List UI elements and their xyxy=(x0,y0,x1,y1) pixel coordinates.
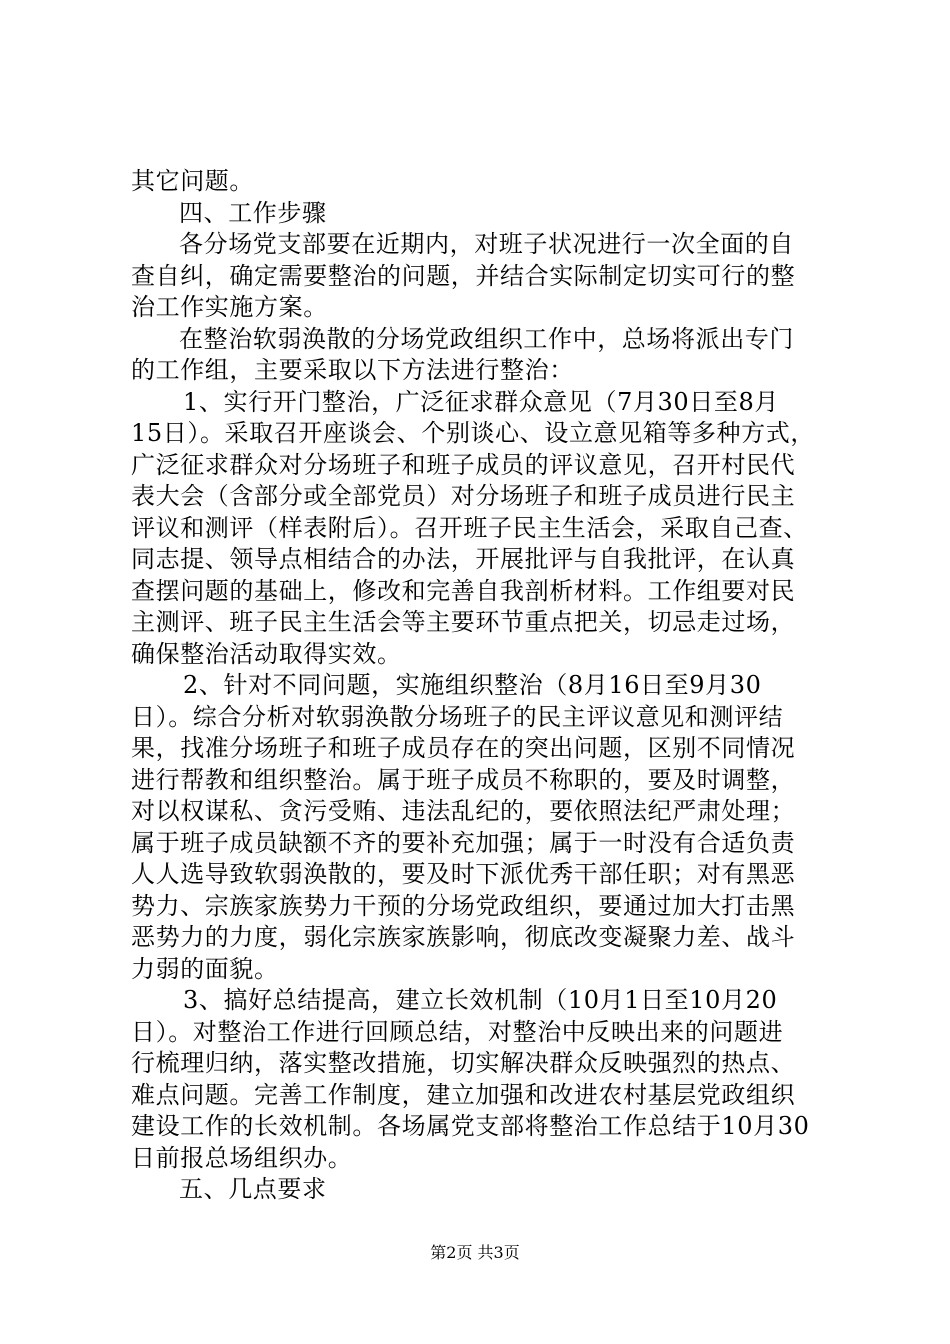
text-line: 2、针对不同问题，实施组织整治（8月16日至9月30 xyxy=(183,671,762,699)
text-line: 3、搞好总结提高，建立长效机制（10月1日至10月20 xyxy=(183,986,778,1014)
text-line: 难点问题。完善工作制度，建立加强和改进农村基层党政组织 xyxy=(131,1080,796,1109)
text-line: 各分场党支部要在近期内，对班子状况进行一次全面的自 xyxy=(179,230,794,258)
text-line: 力弱的面貌。 xyxy=(131,954,279,983)
text-line: 评议和测评（样表附后）。召开班子民主生活会，采取自己查、 xyxy=(131,513,808,542)
page-footer: 第2页 共3页 xyxy=(430,1243,520,1262)
text-line: 进行帮教和组织整治。属于班子成员不称职的，要及时调整， xyxy=(131,765,796,794)
text-line: 果，找准分场班子和班子成员存在的突出问题，区别不同情况 xyxy=(131,734,796,762)
text-line: 广泛征求群众对分场班子和班子成员的评议意见，召开村民代 xyxy=(131,450,796,479)
text-line: 日）。对整治工作进行回顾总结，对整治中反映出来的问题进 xyxy=(131,1017,784,1046)
section-heading: 五、几点要求 xyxy=(179,1175,327,1203)
text-line: 同志提、领导点相结合的办法，开展批评与自我批评，在认真 xyxy=(131,545,796,573)
text-line: 对以权谋私、贪污受贿、违法乱纪的，要依照法纪严肃处理； xyxy=(131,797,796,825)
text-line: 1、实行开门整治，广泛征求群众意见（7月30日至8月 xyxy=(183,387,779,416)
text-line: 建设工作的长效机制。各场属党支部将整治工作总结于10月30 xyxy=(131,1112,810,1140)
text-line: 主测评、班子民主生活会等主要环节重点把关，切忌走过场， xyxy=(131,608,796,636)
text-line: 日前报总场组织办。 xyxy=(131,1143,353,1172)
text-line: 确保整治活动取得实效。 xyxy=(131,639,402,668)
text-line: 其它问题。 xyxy=(131,167,254,195)
text-line: 的工作组，主要采取以下方法进行整治： xyxy=(131,356,574,384)
text-line: 势力、宗族家族势力干预的分场党政组织，要通过加大打击黑 xyxy=(131,891,796,920)
text-line: 治工作实施方案。 xyxy=(131,293,328,321)
text-line: 查自纠，确定需要整治的问题，并结合实际制定切实可行的整 xyxy=(131,261,796,290)
text-line: 属于班子成员缺额不齐的要补充加强；属于一时没有合适负责 xyxy=(131,828,796,857)
text-line: 查摆问题的基础上，修改和完善自我剖析材料。工作组要对民 xyxy=(131,576,796,605)
text-line: 恶势力的力度，弱化宗族家族影响，彻底改变凝聚力差、战斗 xyxy=(131,923,796,951)
text-line: 15日）。采取召开座谈会、个别谈心、设立意见箱等多种方式， xyxy=(131,419,815,447)
text-line: 在整治软弱涣散的分场党政组织工作中，总场将派出专门 xyxy=(179,324,794,353)
text-line: 行梳理归纳，落实整改措施，切实解决群众反映强烈的热点、 xyxy=(131,1049,796,1077)
document-body xyxy=(131,166,831,1206)
text-line: 表大会（含部分或全部党员）对分场班子和班子成员进行民主 xyxy=(131,482,796,510)
section-heading: 四、工作步骤 xyxy=(179,198,327,227)
text-line: 人人选导致软弱涣散的，要及时下派优秀干部任职；对有黑恶 xyxy=(131,860,796,888)
text-line: 日）。综合分析对软弱涣散分场班子的民主评议意见和测评结 xyxy=(131,702,784,731)
